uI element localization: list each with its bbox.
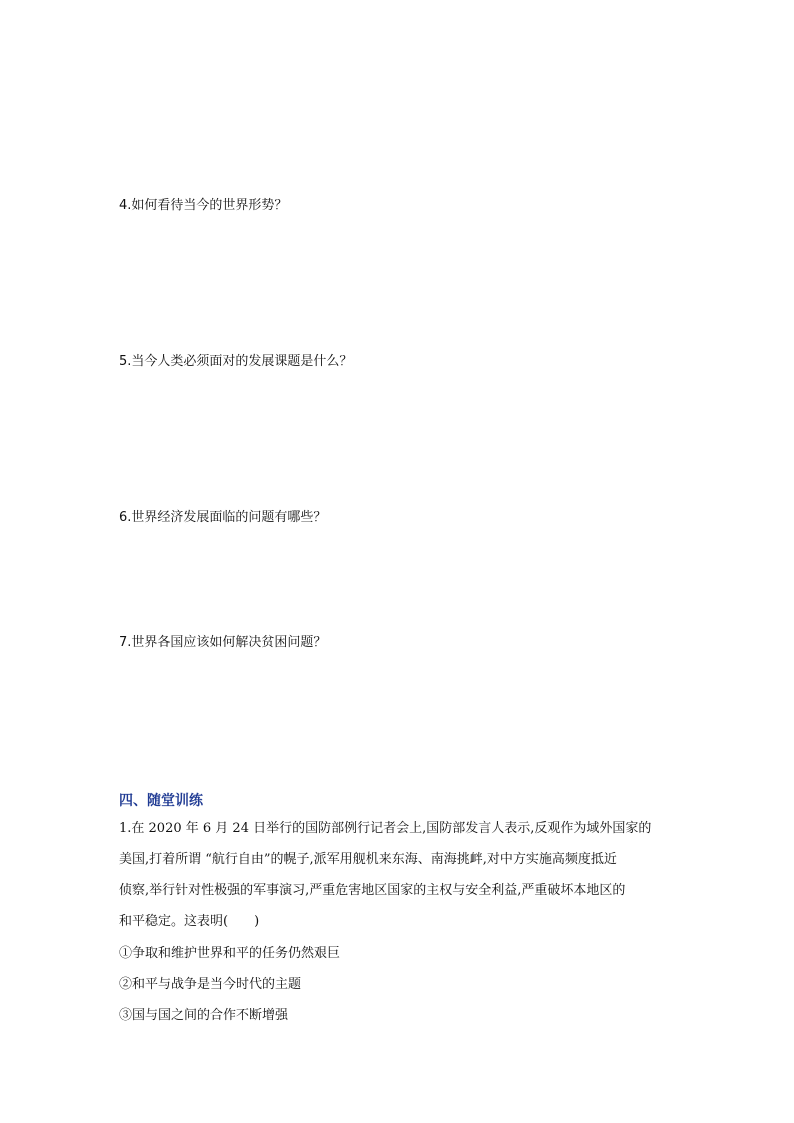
exercise-line-1: 1.在 2020 年 6 月 24 日举行的国防部例行记者会上,国防部发言人表示,反观作为域外国家的	[119, 821, 652, 836]
section-title: 四、随堂训练	[119, 793, 203, 809]
exercise-line-4: 和平稳定。这表明( )	[119, 914, 260, 929]
option-2: ②和平与战争是当今时代的主题	[119, 977, 302, 992]
option-3: ③国与国之间的合作不断增强	[119, 1008, 289, 1023]
question-7: 7.世界各国应该如何解决贫困问题？	[119, 635, 327, 650]
question-4: 4.如何看待当今的世界形势？	[119, 198, 288, 213]
exercise-line-3: 侦察,举行针对性极强的军事演习,严重危害地区国家的主权与安全利益,严重破坏本地区的	[119, 883, 626, 898]
question-6: 6.世界经济发展面临的问题有哪些？	[119, 510, 327, 525]
question-5: 5.当今人类必须面对的发展课题是什么？	[119, 354, 353, 369]
exercise-line-2: 美国,打着所谓 “航行自由”的幌子,派军用舰机来东海、南海挑衅,对中方实施高频度抵近	[119, 852, 617, 867]
option-1: ①争取和维护世界和平的任务仍然艰巨	[119, 946, 341, 961]
